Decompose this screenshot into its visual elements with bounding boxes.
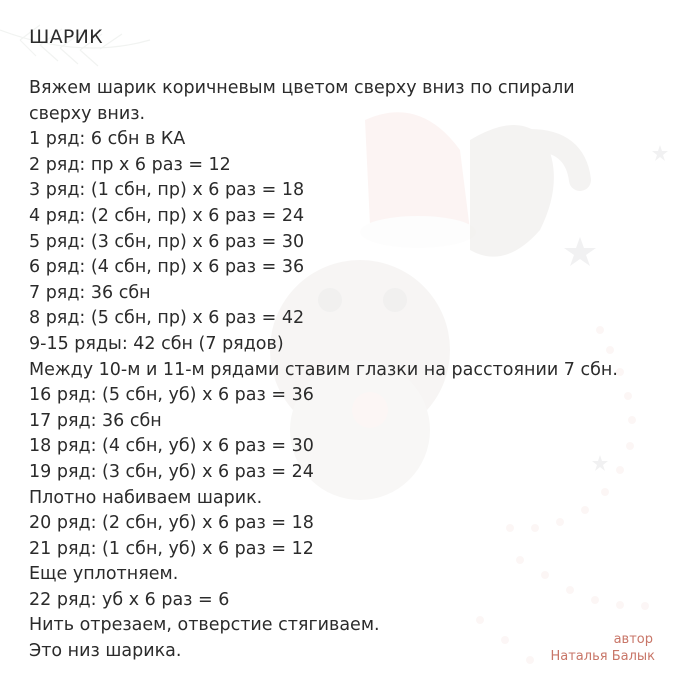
- pattern-text: [29, 24, 618, 665]
- text-line: 22 ряд: уб х 6 раз = 6: [29, 589, 230, 610]
- text-line: 2 ряд: пр х 6 раз = 12: [29, 154, 231, 175]
- text-line: 1 ряд: 6 сбн в КА: [29, 129, 186, 150]
- author-role: автор: [613, 632, 653, 647]
- text-line: 4 ряд: (2 сбн, пр) х 6 раз = 24: [29, 205, 305, 226]
- text-line: 8 ряд: (5 сбн, пр) х 6 раз = 42: [29, 308, 305, 329]
- text-line: 9-15 ряды: 42 сбн (7 рядов): [29, 333, 284, 354]
- text-line: 20 ряд: (2 сбн, уб) х 6 раз = 18: [29, 513, 314, 534]
- text-line: 18 ряд: (4 сбн, уб) х 6 раз = 30: [29, 436, 314, 457]
- text-line: Еще уплотняем.: [29, 564, 179, 585]
- author-credit: [550, 631, 655, 665]
- text-line: 6 ряд: (4 сбн, пр) х 6 раз = 36: [29, 257, 305, 278]
- text-line: 3 ряд: (1 сбн, пр) х 6 раз = 18: [29, 180, 305, 201]
- text-line: 19 ряд: (3 сбн, уб) х 6 раз = 24: [29, 461, 314, 482]
- text-line: Вяжем шарик коричневым цветом сверху вниз по спирали: [29, 78, 575, 98]
- text-line: 5 ряд: (3 сбн, пр) х 6 раз = 30: [29, 231, 305, 252]
- text-line: 7 ряд: 36 сбн: [29, 282, 151, 303]
- text-line: Плотно набиваем шарик.: [29, 487, 263, 508]
- text-line: сверху вниз.: [29, 103, 146, 124]
- text-line: Это низ шарика.: [29, 641, 182, 662]
- author-name: Наталья Балык: [550, 649, 655, 664]
- text-line: 16 ряд: (5 сбн, уб) х 6 раз = 36: [29, 385, 314, 406]
- page-title: ШАРИК: [29, 26, 103, 48]
- text-line: 21 ряд: (1 сбн, уб) х 6 раз = 12: [29, 538, 314, 559]
- text-line: Между 10-м и 11-м рядами ставим глазки на расстоянии 7 сбн.: [29, 359, 618, 380]
- text-line: 17 ряд: 36 сбн: [29, 410, 162, 431]
- text-line: Нить отрезаем, отверстие стягиваем.: [29, 615, 380, 636]
